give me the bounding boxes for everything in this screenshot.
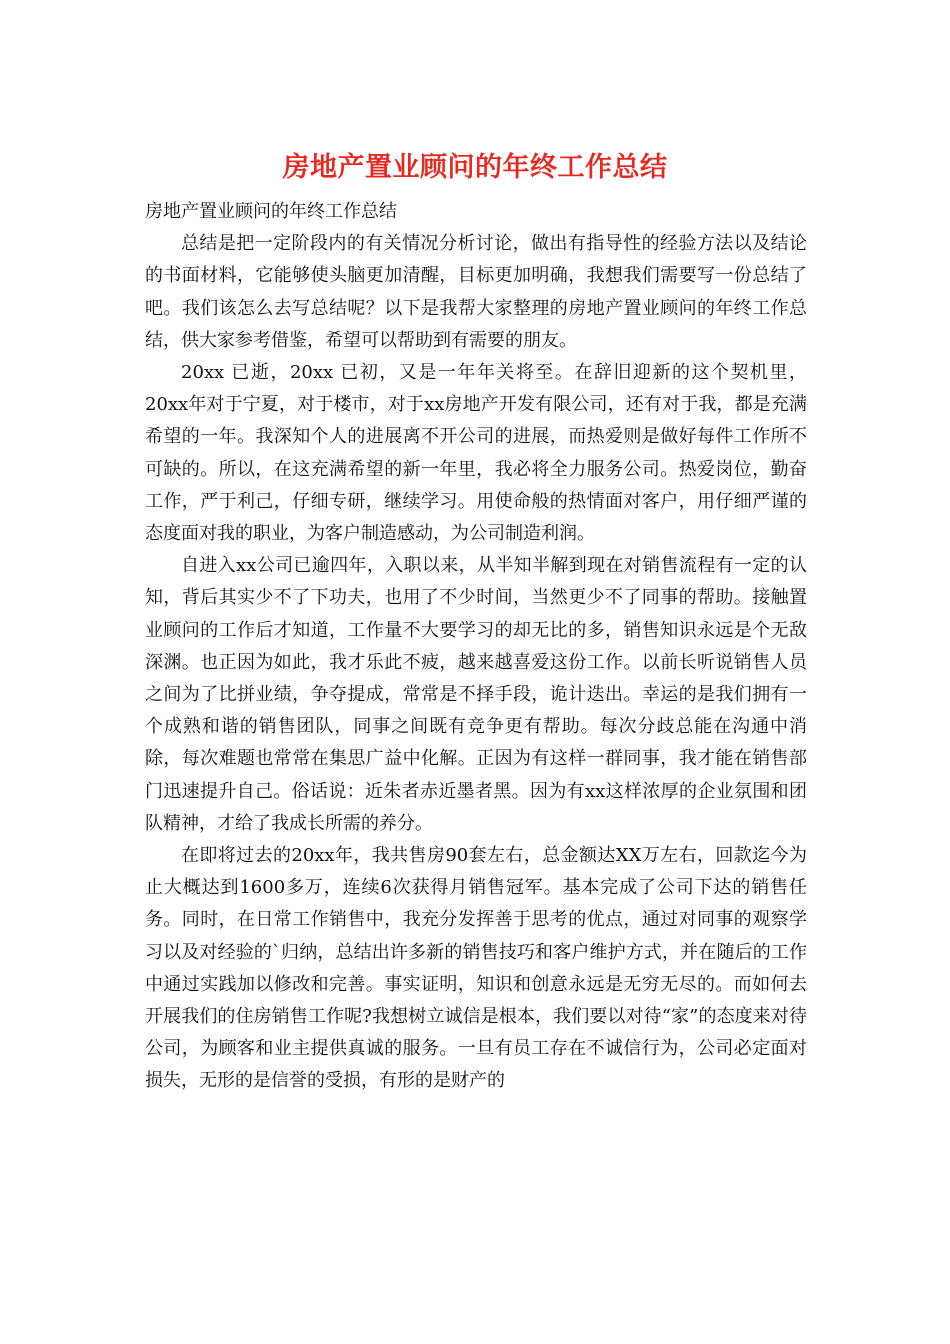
paragraph-intro: 总结是把一定阶段内的有关情况分析讨论，做出有指导性的经验方法以及结论的书面材料，它能够使头脑更加清醒，目标更加明确，我想我们需要写一份总结了吧。我们该怎么去写总结呢？以下是我帮大家整理的房地产置业顾问的年终工作总结，供大家参考借鉴，希望可以帮助到有需要的朋友。 xyxy=(145,233,807,351)
paragraph-sales-results: 在即将过去的20xx年，我共售房90套左右，总金额达XX万左右，回款迄今为止大概达到1600多万，连续6次获得月销售冠军。基本完成了公司下达的销售任务。同时，在日常工作销售中，我充分发挥善于思考的优点，通过对同事的观察学习以及对经验的`归纳，总结出许多新的销售技巧和客户维护方式，并在随后的工作中通过实践加以修改和完善。事实证明，知识和创意永远是无穷无尽的。而如何去开展我们的住房销售工作呢?我想树立诚信是根本，我们要以对待“家”的态度来对待公司，为顾客和业主提供真诚的服务。一旦有员工存在不诚信行为，公司必定面对损失，无形的是信誉的受损，有形的是财产的 xyxy=(145,845,807,1092)
document-subtitle: 房地产置业顾问的年终工作总结 xyxy=(145,201,397,222)
paragraph-experience: 自进入xx公司已逾四年，入职以来，从半知半解到现在对销售流程有一定的认知，背后其实少不了下功夫，也用了不少时间，当然更少不了同事的帮助。接触置业顾问的工作后才知道，工作量不大要学习的却无比的多，销售知识永远是个无敌深渊。也正因为如此，我才乐此不疲，越来越喜爱这份工作。以前长听说销售人员之间为了比拼业绩，争夺提成，常常是不择手段，诡计迭出。幸运的是我们拥有一个成熟和谐的销售团队，同事之间既有竞争更有帮助。每次分歧总能在沟通中消除，每次难题也常常在集思广益中化解。正因为有这样一群同事，我才能在销售部门迅速提升自己。俗话说：近朱者赤近墨者黑。因为有xx这样浓厚的企业氛围和团队精神，才给了我成长所需的养分。 xyxy=(145,555,807,834)
document-body xyxy=(145,196,807,1098)
document-title: 房地产置业顾问的年终工作总结 xyxy=(282,152,668,183)
paragraph-new-year: 20xx 已逝，20xx 已初，又是一年年关将至。在辞旧迎新的这个契机里，20xx年对于宁夏，对于楼市，对于xx房地产开发有限公司，还有对于我，都是充满希望的一年。我深知个人的进展离不开公司的进展，而热爱则是做好每件工作所不可缺的。所以，在这充满希望的新一年里，我必将全力服务公司。热爱岗位，勤奋工作，严于利己，仔细专研，继续学习。用使命般的热情面对客户，用仔细严谨的态度面对我的职业，为客户制造感动，为公司制造利润。 xyxy=(145,362,807,545)
